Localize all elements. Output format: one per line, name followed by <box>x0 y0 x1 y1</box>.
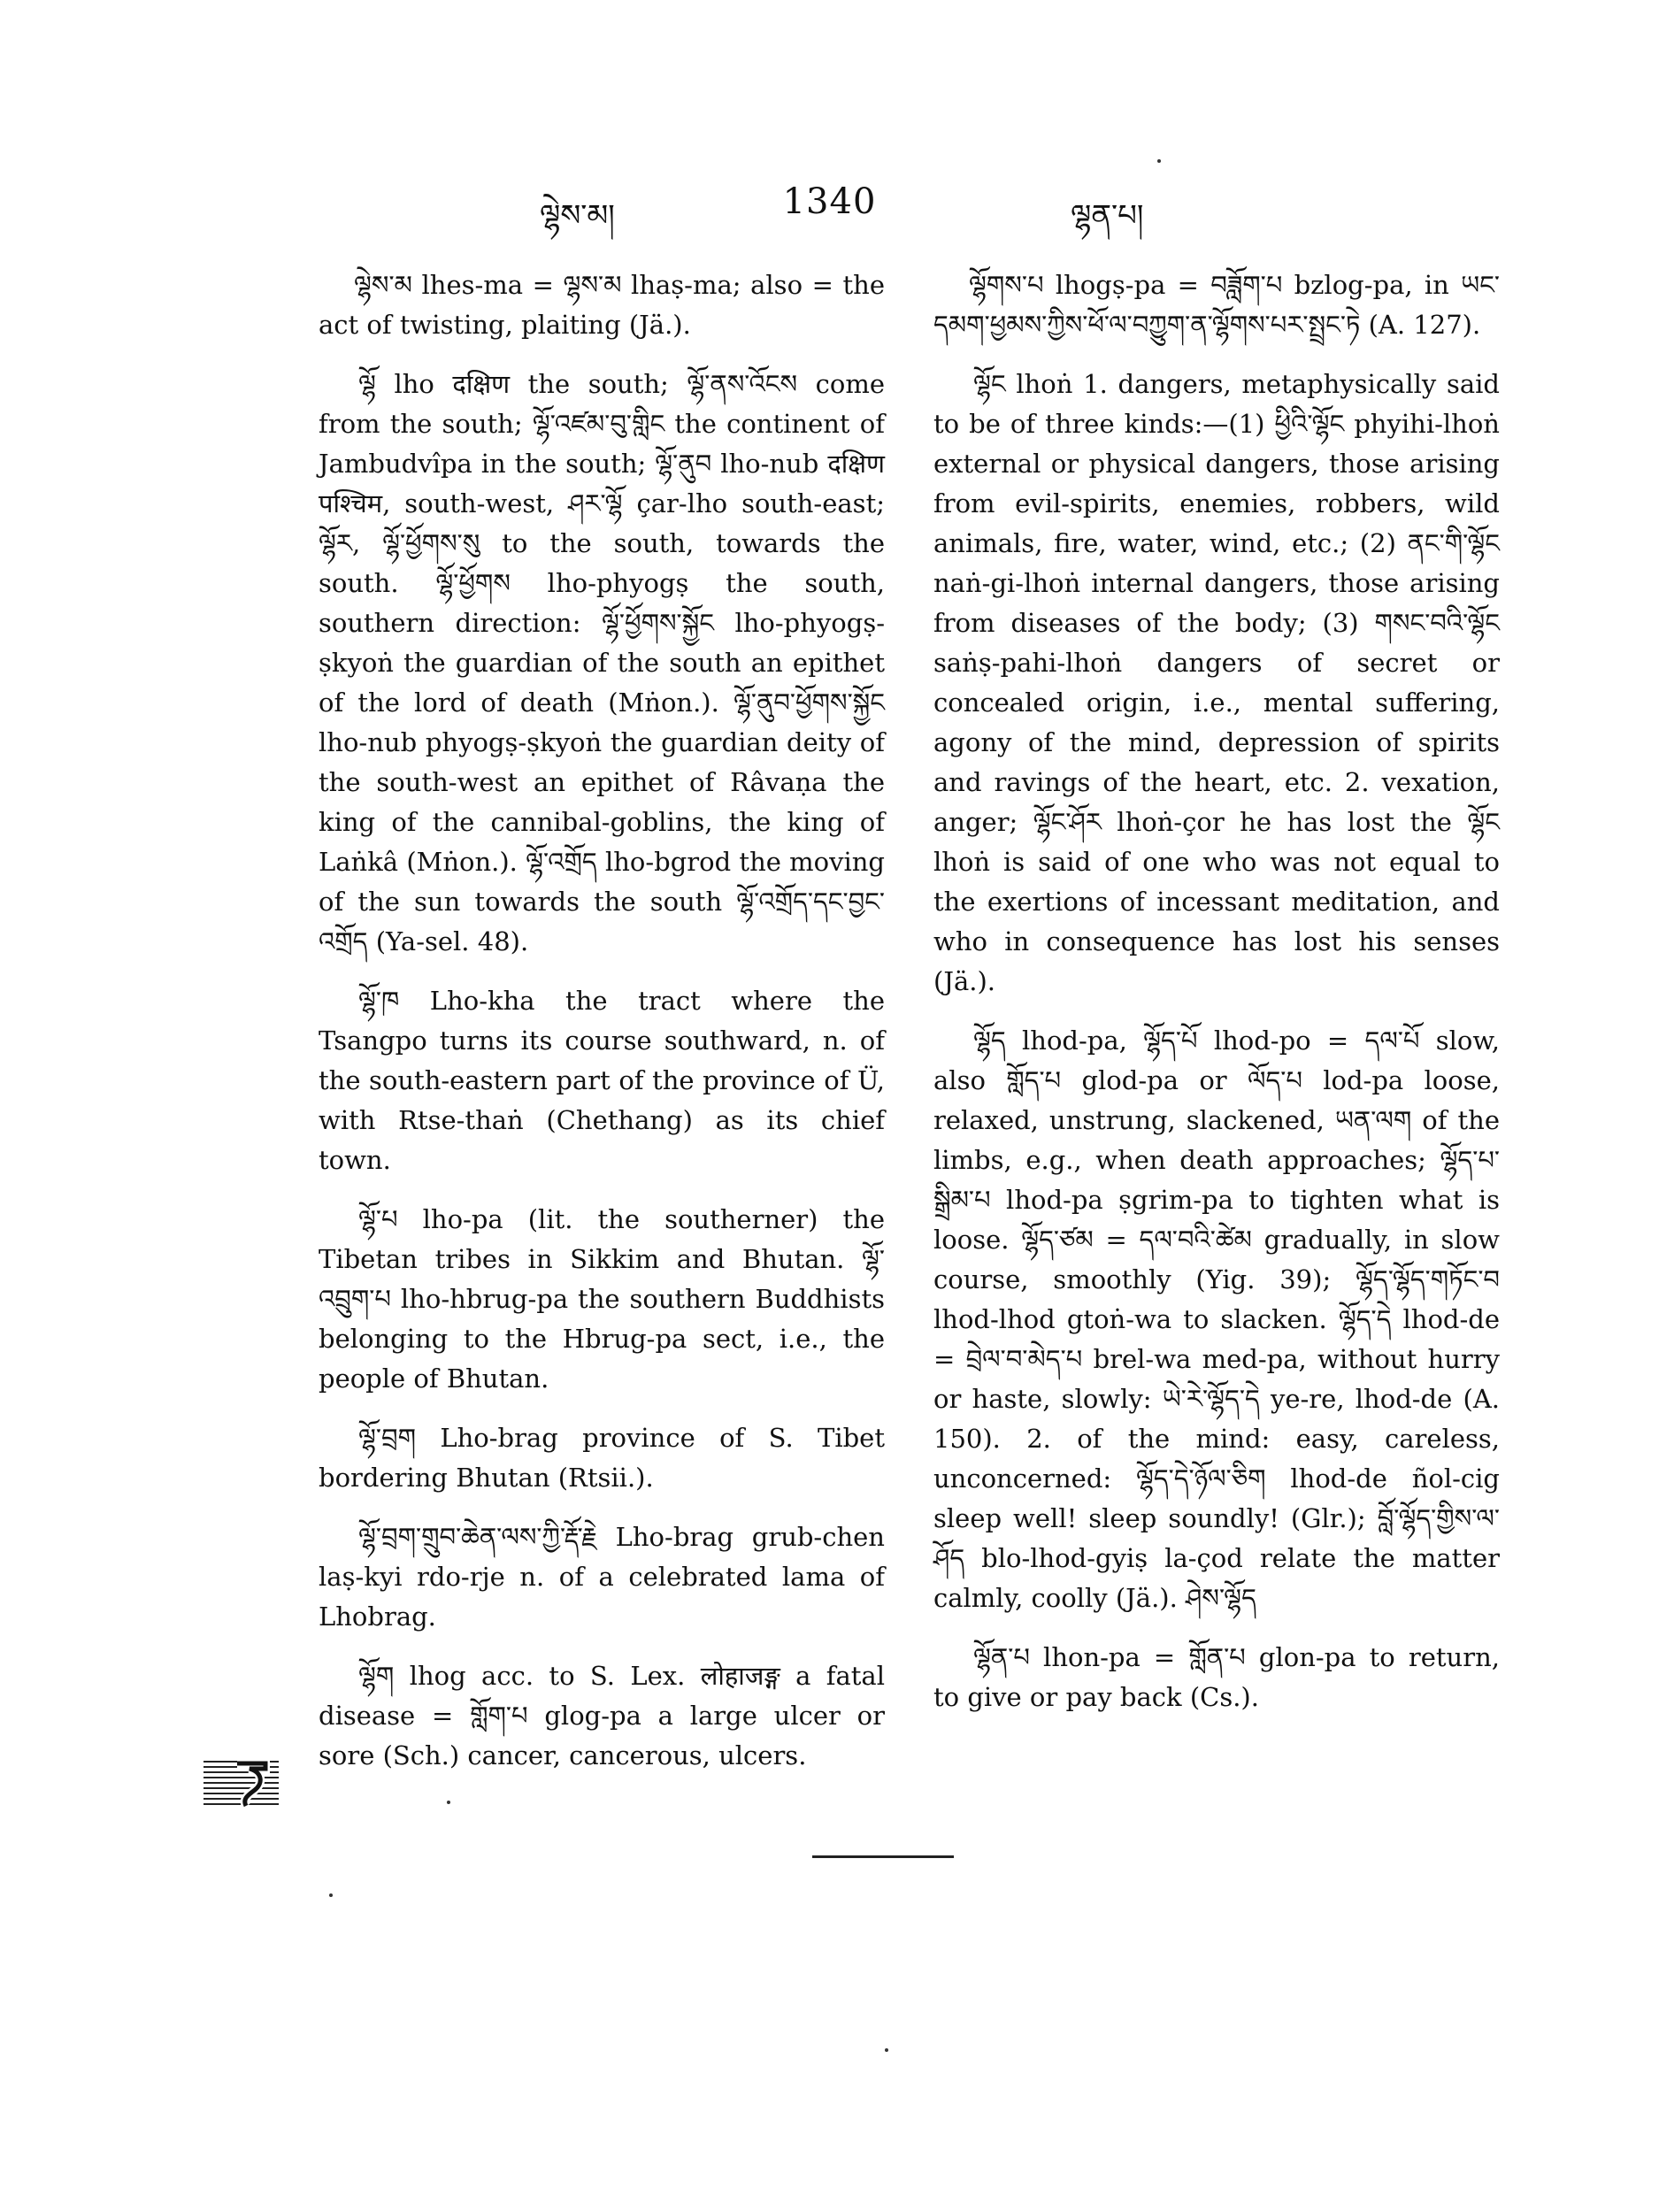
dictionary-entry: ལྷོགས་པ lhogṣ-pa = བཟློག་པ bzlog-pa, in ཡང་དམག་ཕྱམས་ཀྱིས་ཕོ་ལ་བཀྱུག་ན་ལྷོགས་པར་སྤྲང་ཏེ (A. 127). <box>933 270 1500 340</box>
dictionary-entry: ལྷོ་བྲག་གྲུབ་ཆེན་ལས་ཀྱི་རྡོ་རྗེ Lho-brag grub-chen laṣ-kyi rdo-rje n. of a celebrated lama of Lhobrag. <box>319 1522 885 1632</box>
dictionary-entry: ལྷེས་མ lhes-ma = ལྷས་མ lhaṣ-ma; also = the act of twisting, plaiting (Jä.). <box>319 270 885 340</box>
margin-letter-icon <box>204 1756 279 1809</box>
dictionary-entry: ལྷོ་པ lho-pa (lit. the southerner) the Tibetan tribes in Sikkim and Bhutan. ལྷོ་འབྲུག་པ lho-hbrug-pa the southern Buddhists belonging to the Hbrug-pa sect, i.e., the people of Bhutan. <box>319 1204 885 1394</box>
speck <box>885 2048 888 2052</box>
dictionary-entry: ལྷོག lhog acc. to S. Lex. लोहाजङ्ग a fatal disease = གློག་པ glog-pa a large ulcer or sore (Sch.) cancer, cancerous, ulcers. <box>319 1661 885 1770</box>
dictionary-entry: ལྷོད lhod-pa, ལྷོད་པོ lhod-po = དལ་པོ slow, also གློད་པ glod-pa or ལོད་པ lod-pa loose, relaxed, unstrung, slackened, ཡན་ལག of the limbs, e.g., when death approaches; ལྷོད་པ་སྒྲིམ་པ lhod-pa ṣgrim-pa to tighten what is loose. ལྷོད་ཙམ = དལ་བའི་ཚེམ gradually, in slow course, smoothly (Yig. 39); ལྷོད་ལྷོད་གཏོང་བ lhod-lhod gtoṅ-wa to slacken. ལྷོད་དེ lhod-de = བྲེལ་བ་མེད་པ brel-wa med-pa, without hurry or haste, slowly: ཡེ་རེ་ལྷོད་དེ ye-re, lhod-de (A. 150). 2. of the mind: easy, careless, unconcerned: ལྷོད་དེ་ཉོལ་ཅིག lhod-de ñol-cig sleep well! sleep soundly! (Glr.); བློ་ལྷོད་གྱིས་ལ་ཤོད blo-lhod-gyiṣ la-çod relate the matter calmly, coolly (Jä.). ཤེས་ལྷོད <box>933 1025 1500 1613</box>
right-column <box>933 265 1500 1737</box>
speck <box>329 1893 333 1897</box>
dictionary-entry: ལྷོང lhoṅ 1. dangers, metaphysically said to be of three kinds:—(1) ཕྱིའི་ལྷོང phyihi-lhoṅ external or physical dangers, those arising from evil-spirits, enemies, robbers, wild animals, fire, water, wind, etc.; (2) ནང་གི་ལྷོང naṅ-gi-lhoṅ internal dangers, those arising from diseases of the body; (3) གསང་བའི་ལྷོང saṅṣ-pahi-lhoṅ dangers of secret or concealed origin, i.e., mental suffering, agony of the mind, depression of spirits and ravings of the heart, etc. 2. vexation, anger; ལྷོང་ཤོར lhoṅ-çor he has lost the ལྷོང lhoṅ is said of one who was not equal to the exertions of incessant meditation, and who in consequence has lost his senses (Jä.). <box>933 369 1500 996</box>
left-guide-word: ལྷེས་མ། <box>540 198 615 234</box>
dictionary-entry: ལྷོན་པ lhon-pa = གློན་པ glon-pa to return, to give or pay back (Cs.). <box>933 1642 1500 1712</box>
speck <box>1157 159 1161 163</box>
dictionary-entry: ལྷོ་བྲག Lho-brag province of S. Tibet bordering Bhutan (Rtsii.). <box>319 1423 885 1493</box>
footer-rule <box>812 1855 954 1858</box>
left-column <box>319 265 885 1795</box>
dictionary-entry: ལྷོ་ཁ Lho-kha the tract where the Tsangpo turns its course southward, n. of the south-eastern part of the province of Ü, with Rtse-thaṅ (Chethang) as its chief town. <box>319 986 885 1175</box>
dictionary-entry: ལྷོ lho दक्षिण the south; ལྷོ་ནས་འོངས come from the south; ལྷོ་འཛམ་བུ་གླིང the continent of Jambudvîpa in the south; ལྷོ་ནུབ lho-nub दक्षिण पश्चिम, south-west, ཤར་ལྷོ çar-lho south-east; ལྷོར, ལྷོ་ཕྱོགས་སུ to the south, towards the south. ལྷོ་ཕྱོགས lho-phyogṣ the south, southern direction: ལྷོ་ཕྱོགས་སྐྱོང lho-phyogṣ-ṣkyoṅ the guardian of the south an epithet of the lord of death (Mṅon.). ལྷོ་ནུབ་ཕྱོགས་སྐྱོང lho-nub phyogṣ-ṣkyoṅ the guardian deity of the south-west an epithet of Râvaṇa the king of the cannibal-goblins, the king of Laṅkâ (Mṅon.). ལྷོ་འགྲོད lho-bgrod the moving of the sun towards the south ལྷོ་འགྲོད་དང་བྱང་འགྲོད (Ya-sel. 48). <box>319 369 885 956</box>
speck <box>447 1801 450 1804</box>
right-guide-word: ལྷན་པ། <box>1071 198 1144 234</box>
page-number: 1340 <box>782 181 877 222</box>
page-header <box>0 181 1659 234</box>
